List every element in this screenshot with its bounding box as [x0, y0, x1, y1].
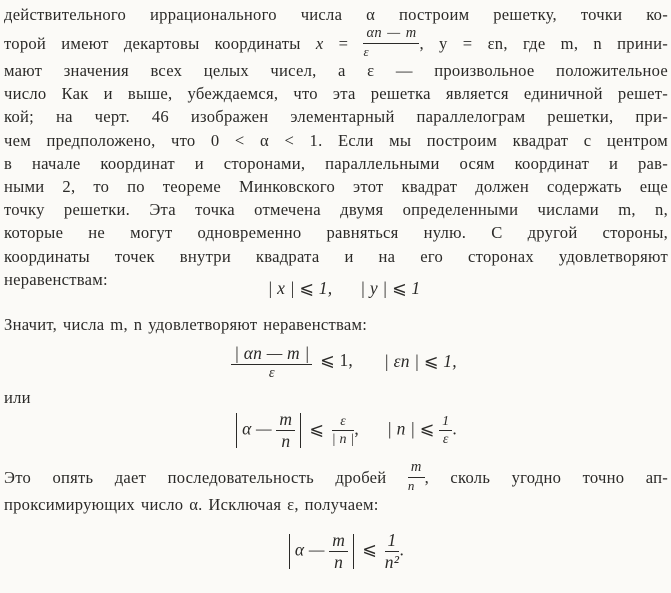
alpha-minus: α — — [242, 418, 272, 439]
fraction-one-nsq — [385, 531, 400, 572]
fraction-mn — [329, 531, 348, 572]
text-line: кой; на черт. 46 изображен элементарный параллелограм решетки, при- — [4, 107, 668, 127]
text-line: действительного иррационального числа α построим решетку, точки ко- — [4, 5, 668, 24]
inequality-x: | x | ⩽ 1, — [267, 278, 333, 299]
fraction-eps-n — [332, 414, 355, 447]
fraction-denominator: n² — [384, 551, 400, 572]
text-line: проксимирующих число α. Исключая ε, получаем: — [4, 494, 379, 514]
fraction-denominator: ε — [363, 43, 369, 59]
fraction-numerator: m — [329, 531, 348, 552]
text-line-with-formula — [4, 26, 668, 59]
formula-body — [268, 278, 421, 299]
leq-relation: ⩽ — [362, 539, 377, 560]
vertical-bar — [300, 413, 301, 448]
text-line: координаты точек внутри квадрата и на его сторонах удовлетворяют — [4, 246, 668, 266]
fraction-numerator: 1 — [439, 414, 452, 431]
formula-body — [231, 410, 457, 451]
fraction-denominator: ε — [268, 364, 275, 381]
paragraph-lattice — [4, 3, 668, 291]
math-variable-x: x — [315, 34, 324, 54]
text-line: которые не могут одновременно равняться нулю. С другой стороны, — [4, 223, 668, 243]
vertical-bar — [353, 534, 354, 569]
text-line: в начале координат и сторонами, параллельными осям координат и рав- — [4, 153, 668, 173]
fraction-numerator: m — [276, 410, 295, 431]
text-line: точку решетки. Эта точка отмечена двумя определенными числами m, n, — [4, 200, 668, 220]
text-line: Значит, числа m, n удовлетворяют неравенствам: — [4, 315, 368, 335]
fraction-numerator: m — [408, 460, 425, 478]
display-formula-mn-bounds — [4, 344, 668, 382]
vertical-bar — [289, 534, 290, 569]
fraction-denominator: n — [334, 551, 344, 572]
text-line: чем предположено, что 0 < α < 1. Если мы построим квадрат с центром — [4, 130, 668, 150]
inequality-y: | y | ⩽ 1 — [360, 278, 421, 299]
fraction-numerator: 1 — [385, 531, 400, 552]
fraction-numerator: | αn — m | — [231, 344, 312, 365]
inline-fraction — [363, 26, 419, 59]
fraction-one-eps — [439, 414, 452, 447]
display-formula-dirichlet — [4, 531, 668, 572]
inline-fraction-mn — [408, 460, 425, 493]
formula-body — [284, 531, 404, 572]
display-formula-approximation — [4, 410, 668, 451]
text-line: ными 2, то по теореме Минковского этот квадрат должен содержать еще — [4, 176, 668, 196]
period: . — [452, 418, 457, 439]
text-line-with-formula — [4, 460, 668, 493]
text-line: мают значения всех целых чисел, а ε — произвольное положительное — [4, 60, 668, 80]
leq-relation: ⩽ — [309, 418, 325, 439]
fraction-denominator: n — [281, 431, 291, 452]
fraction-denominator: ε — [442, 432, 449, 448]
text-segment: , y = εn, где m, n прини- — [419, 34, 669, 54]
inequality-en: | εn | ⩽ 1, — [384, 350, 457, 371]
text-segment: , сколь угодно точно ап- — [424, 468, 668, 488]
fraction-numerator: αn — m — [363, 26, 419, 44]
fraction — [231, 344, 312, 382]
equals-sign: = — [338, 34, 349, 54]
text-segment: торой имеют декартовы координаты — [4, 34, 301, 54]
comma: , — [354, 418, 359, 439]
vertical-bar — [236, 413, 237, 448]
fraction-mn — [276, 410, 295, 451]
period: . — [399, 539, 405, 560]
fraction-numerator: ε — [332, 414, 355, 431]
text-segment: Это опять дает последовательность дробей — [4, 468, 387, 488]
fraction-denominator: n — [407, 477, 415, 493]
connector-word: или — [4, 388, 31, 408]
formula-body — [231, 344, 457, 382]
text-line: число Как и выше, убеждаемся, что эта решетка является единичной решет- — [4, 84, 668, 104]
text-line: неравенствам: — [4, 269, 108, 289]
leq-relation: ⩽ 1, — [320, 350, 354, 371]
alpha-minus: α — — [294, 539, 325, 560]
inequality-n: | n | ⩽ — [386, 418, 435, 439]
fraction-denominator: | n | — [331, 432, 355, 448]
